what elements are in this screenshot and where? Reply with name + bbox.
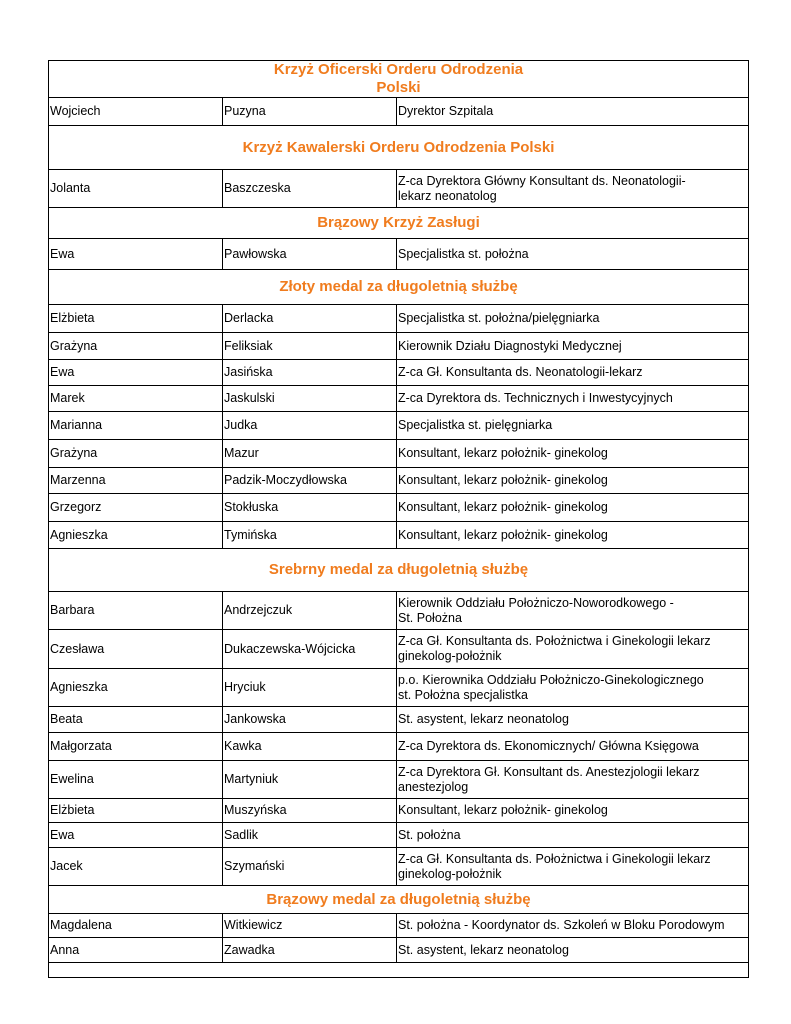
last-name-cell: Zawadka (223, 938, 397, 962)
table-row (48, 98, 749, 126)
section-heading-line: Polski (376, 79, 421, 96)
last-name-cell: Sadlik (223, 823, 397, 847)
section-heading-line: Krzyż Kawalerski Orderu Odrodzenia Polski (242, 138, 555, 156)
position-cell (397, 98, 748, 125)
first-name-cell: Grażyna (49, 440, 223, 467)
first-name-cell: Marzenna (49, 468, 223, 493)
last-name-cell: Hryciuk (223, 669, 397, 706)
position-line: Kierownik Oddziału Położniczo-Noworodkowego - (398, 595, 674, 610)
section-heading (49, 126, 748, 169)
last-name-cell: Feliksiak (223, 333, 397, 359)
first-name-cell: Jacek (49, 848, 223, 885)
position-cell (397, 630, 748, 668)
position-line: lekarz neonatolog (398, 188, 497, 203)
first-name-cell: Barbara (49, 592, 223, 629)
empty-row (48, 963, 749, 978)
first-name-cell: Marianna (49, 412, 223, 439)
table-row (48, 170, 749, 208)
position-line: Konsultant, lekarz położnik- ginekolog (398, 527, 608, 542)
last-name-cell: Muszyńska (223, 799, 397, 822)
first-name-cell: Ewa (49, 360, 223, 385)
table-row (48, 360, 749, 386)
last-name-cell: Szymański (223, 848, 397, 885)
position-line: p.o. Kierownika Oddziału Położniczo-Ginekologicznego (398, 672, 704, 687)
table-row (48, 823, 749, 848)
position-line: St. asystent, lekarz neonatolog (398, 712, 569, 726)
table-row (48, 848, 749, 886)
position-line: Specjalistka st. położna/pielęgniarka (398, 311, 600, 325)
section-heading (49, 886, 748, 913)
last-name-cell: Mazur (223, 440, 397, 467)
position-cell (397, 360, 748, 385)
section-heading-row (48, 886, 749, 914)
section-heading-row (48, 549, 749, 592)
table-row (48, 333, 749, 360)
position-cell (397, 412, 748, 439)
position-cell (397, 914, 748, 937)
position-cell (397, 799, 748, 822)
first-name-cell: Agnieszka (49, 522, 223, 548)
position-line: Z-ca Gł. Konsultanta ds. Położnictwa i Ginekologii lekarz (398, 851, 711, 866)
last-name-cell: Dukaczewska-Wójcicka (223, 630, 397, 668)
section-heading-line: Złoty medal za długoletnią służbę (279, 278, 518, 295)
position-cell (397, 823, 748, 847)
section-heading-line: Krzyż Oficerski Orderu Odrodzenia (273, 61, 524, 78)
position-line: Konsultant, lekarz położnik- ginekolog (398, 473, 608, 487)
position-line: ginekolog-położnik (398, 649, 502, 663)
position-cell (397, 669, 748, 706)
section-heading-row (48, 126, 749, 170)
first-name-cell: Grzegorz (49, 494, 223, 521)
first-name-cell: Wojciech (49, 98, 223, 125)
section-heading-row (48, 60, 749, 98)
position-cell (397, 938, 748, 962)
position-line: St. asystent, lekarz neonatolog (398, 942, 569, 957)
last-name-cell: Witkiewicz (223, 914, 397, 937)
section-heading-line: Brązowy Krzyż Zasługi (317, 214, 480, 231)
last-name-cell: Pawłowska (223, 239, 397, 269)
position-cell (397, 239, 748, 269)
first-name-cell: Grażyna (49, 333, 223, 359)
first-name-cell: Agnieszka (49, 669, 223, 706)
table-row (48, 386, 749, 412)
position-line: Konsultant, lekarz położnik- ginekolog (398, 803, 608, 817)
table-row (48, 914, 749, 938)
table-row (48, 592, 749, 630)
section-heading-row (48, 208, 749, 239)
section-heading-row (48, 270, 749, 305)
position-cell (397, 386, 748, 411)
last-name-cell: Stokłuska (223, 494, 397, 521)
table-row (48, 761, 749, 799)
position-line: Z-ca Gł. Konsultanta ds. Położnictwa i Ginekologii lekarz (398, 634, 711, 648)
table-row (48, 494, 749, 522)
position-cell (397, 761, 748, 798)
position-line: Z-ca Dyrektora Gł. Konsultant ds. Anestezjologii lekarz (398, 764, 700, 779)
section-heading-line: Brązowy medal za długoletnią służbę (266, 890, 531, 908)
first-name-cell: Marek (49, 386, 223, 411)
first-name-cell: Jolanta (49, 170, 223, 207)
last-name-cell: Derlacka (223, 305, 397, 332)
last-name-cell: Tymińska (223, 522, 397, 548)
position-line: Z-ca Gł. Konsultanta ds. Neonatologii-lekarz (398, 365, 643, 379)
last-name-cell: Puzyna (223, 98, 397, 125)
position-cell (397, 707, 748, 732)
position-cell (397, 848, 748, 885)
position-line: Konsultant, lekarz położnik- ginekolog (398, 500, 608, 514)
last-name-cell: Padzik-Moczydłowska (223, 468, 397, 493)
awards-table (48, 60, 749, 978)
position-line: St. położna - Koordynator ds. Szkoleń w Bloku Porodowym (398, 918, 725, 932)
position-cell (397, 522, 748, 548)
position-cell (397, 733, 748, 760)
position-line: st. Położna specjalistka (398, 687, 528, 702)
first-name-cell: Elżbieta (49, 305, 223, 332)
last-name-cell: Jasińska (223, 360, 397, 385)
first-name-cell: Beata (49, 707, 223, 732)
table-row (48, 630, 749, 669)
position-line: Z-ca Dyrektora Główny Konsultant ds. Neonatologii- (398, 173, 686, 188)
table-row (48, 938, 749, 963)
position-line: Specjalistka st. położna (398, 246, 529, 261)
position-cell (397, 305, 748, 332)
position-cell (397, 333, 748, 359)
first-name-cell: Elżbieta (49, 799, 223, 822)
position-cell (397, 440, 748, 467)
position-line: Specjalistka st. pielęgniarka (398, 418, 553, 432)
table-row (48, 707, 749, 733)
last-name-cell: Andrzejczuk (223, 592, 397, 629)
last-name-cell: Jankowska (223, 707, 397, 732)
position-line: anestezjolog (398, 779, 469, 794)
table-row (48, 669, 749, 707)
first-name-cell: Czesława (49, 630, 223, 668)
table-row (48, 468, 749, 494)
position-line: Kierownik Działu Diagnostyki Medycznej (398, 338, 622, 353)
first-name-cell: Magdalena (49, 914, 223, 937)
position-cell (397, 170, 748, 207)
table-row (48, 440, 749, 468)
position-cell (397, 468, 748, 493)
first-name-cell: Ewelina (49, 761, 223, 798)
last-name-cell: Jaskulski (223, 386, 397, 411)
table-row (48, 239, 749, 270)
position-line: St. położna (398, 827, 461, 842)
last-name-cell: Martyniuk (223, 761, 397, 798)
last-name-cell: Baszczeska (223, 170, 397, 207)
table-row (48, 733, 749, 761)
last-name-cell: Kawka (223, 733, 397, 760)
last-name-cell: Judka (223, 412, 397, 439)
table-row (48, 305, 749, 333)
position-line: Dyrektor Szpitala (398, 104, 494, 118)
position-cell (397, 592, 748, 629)
position-line: St. Położna (398, 610, 462, 625)
position-line: Z-ca Dyrektora ds. Ekonomicznych/ Główna Księgowa (398, 739, 699, 753)
table-row (48, 522, 749, 549)
first-name-cell: Anna (49, 938, 223, 962)
section-heading (49, 549, 748, 591)
section-heading (49, 208, 748, 238)
table-row (48, 412, 749, 440)
first-name-cell: Ewa (49, 239, 223, 269)
position-line: Konsultant, lekarz położnik- ginekolog (398, 446, 608, 460)
position-line: ginekolog-położnik (398, 866, 502, 881)
position-cell (397, 494, 748, 521)
position-line: Z-ca Dyrektora ds. Technicznych i Inwestycyjnych (398, 391, 673, 405)
section-heading (49, 61, 748, 97)
section-heading (49, 270, 748, 304)
first-name-cell: Ewa (49, 823, 223, 847)
section-heading-line: Srebrny medal za długoletnią służbę (268, 561, 529, 578)
table-row (48, 799, 749, 823)
first-name-cell: Małgorzata (49, 733, 223, 760)
